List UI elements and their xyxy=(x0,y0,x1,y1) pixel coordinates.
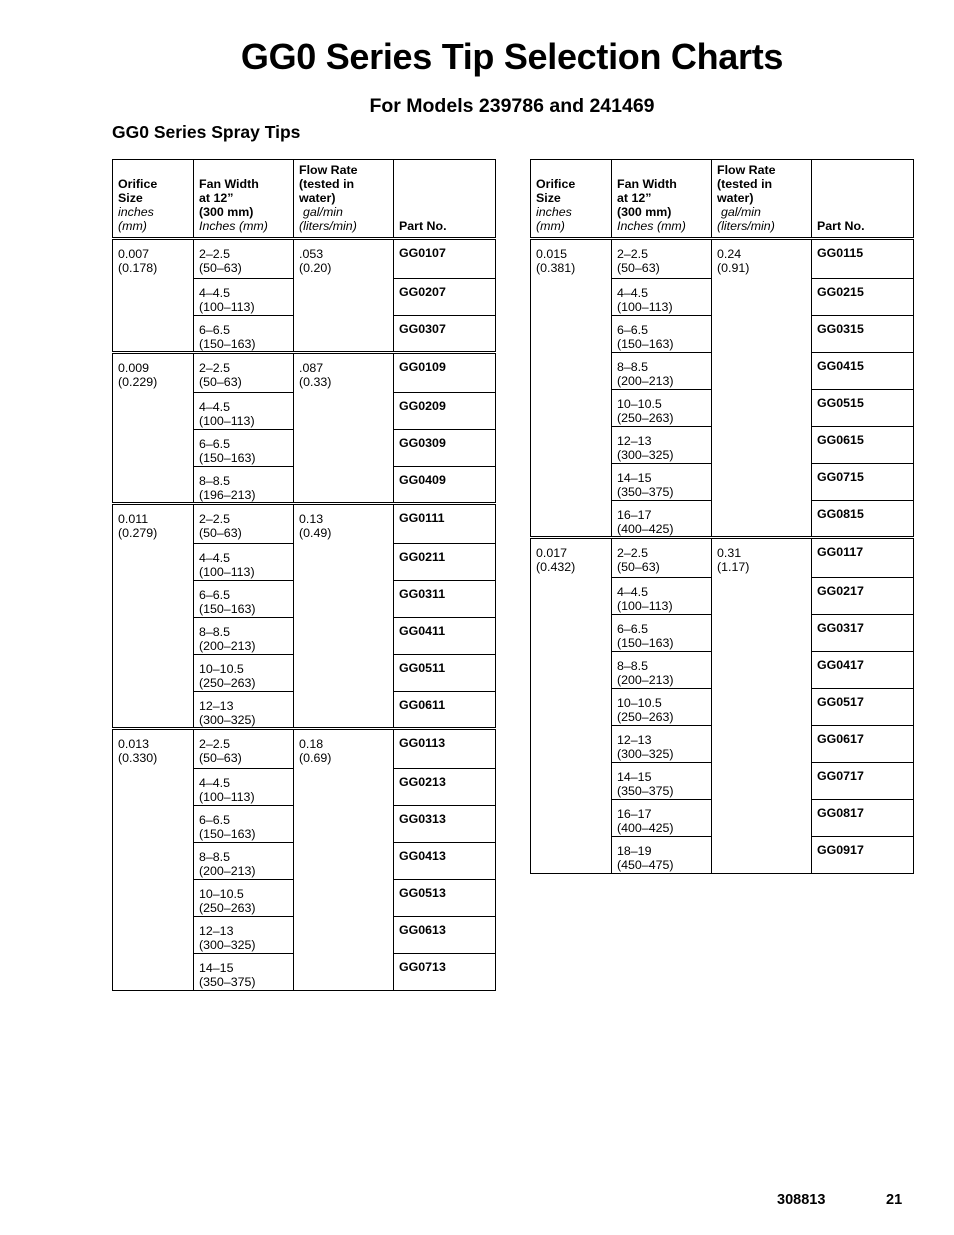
cell-line: Orifice xyxy=(118,177,158,191)
cell-line: (250–263) xyxy=(199,901,256,915)
cell-line: .087 xyxy=(299,361,324,375)
fan-width-cell xyxy=(194,239,294,279)
part-number-cell: GG0211 xyxy=(394,544,496,581)
cell-line: 8–8.5 xyxy=(199,850,231,864)
cell-line: (0.229) xyxy=(118,375,158,389)
flow-rate-cell xyxy=(712,239,812,538)
cell-line: inches xyxy=(118,205,154,219)
part-number-cell: GG0715 xyxy=(812,464,914,501)
fan-width-cell xyxy=(612,239,712,279)
part-number-cell: GG0117 xyxy=(812,538,914,578)
orifice-size-cell xyxy=(113,353,194,504)
fan-width-cell xyxy=(194,917,294,954)
cell-line: 4–4.5 xyxy=(199,551,231,565)
part-number-cell: GG0313 xyxy=(394,806,496,843)
cell-line: 0.24 xyxy=(717,247,742,261)
fan-width-cell xyxy=(612,390,712,427)
cell-line: (mm) xyxy=(118,219,147,233)
table-row xyxy=(113,239,496,279)
fan-width-cell xyxy=(194,581,294,618)
cell-line: 0.18 xyxy=(299,737,324,751)
flow-rate-cell xyxy=(294,353,394,504)
cell-line: 6–6.5 xyxy=(199,437,231,451)
cell-line: 2–2.5 xyxy=(199,737,231,751)
flow-rate-header xyxy=(294,160,394,239)
part-number-cell: GG0111 xyxy=(394,504,496,544)
cell-line: (150–163) xyxy=(199,337,256,351)
part-number-cell: GG0417 xyxy=(812,652,914,689)
fan-width-cell xyxy=(612,464,712,501)
cell-line: (liters/min) xyxy=(717,219,775,233)
table-row xyxy=(113,729,496,769)
cell-line: (150–163) xyxy=(199,827,256,841)
cell-line: 6–6.5 xyxy=(199,323,231,337)
cell-line: (0.178) xyxy=(118,261,158,275)
part-number-cell: GG0315 xyxy=(812,316,914,353)
cell-line: at 12” xyxy=(617,191,652,205)
cell-line: 10–10.5 xyxy=(617,397,662,411)
cell-line: 10–10.5 xyxy=(617,696,662,710)
cell-line: 0.009 xyxy=(118,361,150,375)
cell-line: Inches (mm) xyxy=(199,219,268,233)
cell-line: Size xyxy=(118,191,143,205)
fan-width-cell xyxy=(194,843,294,880)
cell-line: 8–8.5 xyxy=(199,474,231,488)
cell-line: (300 mm) xyxy=(617,205,672,219)
part-number-cell: GG0207 xyxy=(394,279,496,316)
cell-line: Inches (mm) xyxy=(617,219,686,233)
part-number-cell: GG0215 xyxy=(812,279,914,316)
fan-width-cell xyxy=(612,279,712,316)
part-number-cell: GG0617 xyxy=(812,726,914,763)
cell-line: (300–325) xyxy=(617,747,674,761)
part-number-cell: GG0307 xyxy=(394,316,496,353)
cell-line: 8–8.5 xyxy=(617,360,649,374)
cell-line: 0.007 xyxy=(118,247,150,261)
orifice-size-header xyxy=(113,160,194,239)
cell-line: (100–113) xyxy=(199,414,255,428)
part-number-cell: GG0107 xyxy=(394,239,496,279)
fan-width-cell xyxy=(194,806,294,843)
orifice-size-header xyxy=(531,160,612,239)
tip-table-right xyxy=(530,159,914,874)
cell-line: 2–2.5 xyxy=(617,247,649,261)
cell-line: (150–163) xyxy=(617,636,674,650)
cell-line: 8–8.5 xyxy=(199,625,231,639)
cell-line: 0.013 xyxy=(118,737,150,751)
fan-width-cell xyxy=(612,316,712,353)
cell-line: (300–325) xyxy=(199,938,256,952)
fan-width-cell xyxy=(612,800,712,837)
fan-width-cell xyxy=(612,615,712,652)
part-no-header xyxy=(394,160,496,239)
page-title: GG0 Series Tip Selection Charts xyxy=(240,36,784,77)
fan-width-cell xyxy=(612,689,712,726)
cell-line: Size xyxy=(536,191,561,205)
part-number-cell: GG0815 xyxy=(812,501,914,538)
table-row xyxy=(531,538,914,578)
part-number-cell: GG0115 xyxy=(812,239,914,279)
fan-width-cell xyxy=(612,501,712,538)
cell-line: 4–4.5 xyxy=(617,286,649,300)
cell-line: (200–213) xyxy=(617,374,674,388)
cell-line: (250–263) xyxy=(617,710,674,724)
cell-line: 4–4.5 xyxy=(617,585,649,599)
cell-line: (300–325) xyxy=(617,448,674,462)
cell-line: 0.13 xyxy=(299,512,324,526)
fan-width-cell xyxy=(194,880,294,917)
cell-line: 4–4.5 xyxy=(199,286,231,300)
cell-line: (50–63) xyxy=(199,375,242,389)
cell-line: gal/min xyxy=(721,205,761,219)
document-number: 308813 xyxy=(777,1192,826,1208)
cell-line: (liters/min) xyxy=(299,219,357,233)
cell-line: (150–163) xyxy=(199,451,256,465)
cell-line: 10–10.5 xyxy=(199,887,244,901)
cell-line: 18–19 xyxy=(617,844,652,858)
cell-line: (150–163) xyxy=(199,602,256,616)
fan-width-cell xyxy=(194,316,294,353)
section-heading: GG0 Series Spray Tips xyxy=(112,122,301,142)
cell-line: 12–13 xyxy=(199,699,234,713)
cell-line: (300–325) xyxy=(199,713,256,727)
cell-line: Part No. xyxy=(817,219,865,233)
cell-line: 14–15 xyxy=(617,770,652,784)
cell-line: (100–113) xyxy=(199,300,255,314)
part-number-cell: GG0515 xyxy=(812,390,914,427)
part-number-cell: GG0413 xyxy=(394,843,496,880)
cell-line: 8–8.5 xyxy=(617,659,649,673)
cell-line: (50–63) xyxy=(199,526,242,540)
cell-line: (200–213) xyxy=(199,864,256,878)
cell-line: 0.015 xyxy=(536,247,568,261)
fan-width-cell xyxy=(612,578,712,615)
fan-width-cell xyxy=(612,763,712,800)
fan-width-cell xyxy=(194,655,294,692)
cell-line: 16–17 xyxy=(617,807,652,821)
fan-width-cell xyxy=(194,729,294,769)
part-number-cell: GG0713 xyxy=(394,954,496,991)
part-number-cell: GG0409 xyxy=(394,467,496,504)
cell-line: (0.330) xyxy=(118,751,158,765)
part-number-cell: GG0113 xyxy=(394,729,496,769)
cell-line: 2–2.5 xyxy=(617,546,649,560)
cell-line: Fan Width xyxy=(199,177,259,191)
fan-width-header xyxy=(612,160,712,239)
table-row xyxy=(113,353,496,393)
flow-rate-cell xyxy=(294,729,394,991)
fan-width-cell xyxy=(194,769,294,806)
cell-line: Part No. xyxy=(399,219,447,233)
cell-line: (tested in xyxy=(299,177,355,191)
cell-line: (50–63) xyxy=(617,560,660,574)
orifice-size-cell xyxy=(531,239,612,538)
cell-line: at 12” xyxy=(199,191,234,205)
part-number-cell: GG0217 xyxy=(812,578,914,615)
fan-width-cell xyxy=(194,467,294,504)
cell-line: (450–475) xyxy=(617,858,674,872)
cell-line: 12–13 xyxy=(199,924,234,938)
cell-line: 16–17 xyxy=(617,508,652,522)
header-row xyxy=(531,160,914,239)
cell-line: 2–2.5 xyxy=(199,361,231,375)
fan-width-header xyxy=(194,160,294,239)
cell-line: (150–163) xyxy=(617,337,674,351)
part-number-cell: GG0817 xyxy=(812,800,914,837)
fan-width-cell xyxy=(194,544,294,581)
cell-line: (tested in xyxy=(717,177,773,191)
cell-line: (50–63) xyxy=(199,261,242,275)
cell-line: Flow Rate xyxy=(717,163,776,177)
cell-line: (400–425) xyxy=(617,821,674,835)
cell-line: (mm) xyxy=(536,219,565,233)
cell-line: 10–10.5 xyxy=(199,662,244,676)
cell-line: 6–6.5 xyxy=(617,323,649,337)
orifice-size-cell xyxy=(113,729,194,991)
cell-line: 12–13 xyxy=(617,434,652,448)
part-number-cell: GG0513 xyxy=(394,880,496,917)
fan-width-cell xyxy=(194,430,294,467)
fan-width-cell xyxy=(612,427,712,464)
cell-line: (350–375) xyxy=(617,485,674,499)
fan-width-cell xyxy=(194,279,294,316)
cell-line: water) xyxy=(717,191,754,205)
cell-line: (100–113) xyxy=(617,300,673,314)
cell-line: (250–263) xyxy=(199,676,256,690)
part-number-cell: GG0613 xyxy=(394,917,496,954)
table-row xyxy=(113,504,496,544)
cell-line: 0.31 xyxy=(717,546,742,560)
fan-width-cell xyxy=(612,652,712,689)
fan-width-cell xyxy=(194,618,294,655)
cell-line: (0.432) xyxy=(536,560,576,574)
cell-line: (0.381) xyxy=(536,261,576,275)
cell-line: (196–213) xyxy=(199,488,256,502)
cell-line: Fan Width xyxy=(617,177,677,191)
tip-table-left xyxy=(112,159,496,991)
fan-width-cell xyxy=(612,353,712,390)
cell-line: 6–6.5 xyxy=(199,813,231,827)
cell-line: (1.17) xyxy=(717,560,750,574)
orifice-size-cell xyxy=(531,538,612,874)
header-row xyxy=(113,160,496,239)
fan-width-cell xyxy=(194,504,294,544)
part-number-cell: GG0411 xyxy=(394,618,496,655)
part-number-cell: GG0109 xyxy=(394,353,496,393)
cell-line: (0.49) xyxy=(299,526,332,540)
fan-width-cell xyxy=(194,692,294,729)
part-number-cell: GG0317 xyxy=(812,615,914,652)
part-no-header xyxy=(812,160,914,239)
cell-line: (0.91) xyxy=(717,261,750,275)
part-number-cell: GG0517 xyxy=(812,689,914,726)
cell-line: gal/min xyxy=(303,205,343,219)
cell-line: 0.011 xyxy=(118,512,149,526)
cell-line: 6–6.5 xyxy=(199,588,231,602)
cell-line: (200–213) xyxy=(199,639,256,653)
part-number-cell: GG0213 xyxy=(394,769,496,806)
cell-line: 4–4.5 xyxy=(199,400,231,414)
fan-width-cell xyxy=(612,837,712,874)
cell-line: (100–113) xyxy=(199,565,255,579)
page-subtitle: For Models 239786 and 241469 xyxy=(369,95,655,117)
cell-line: 2–2.5 xyxy=(199,512,231,526)
cell-line: (400–425) xyxy=(617,522,674,536)
flow-rate-cell xyxy=(294,504,394,729)
cell-line: water) xyxy=(299,191,336,205)
cell-line: (100–113) xyxy=(199,790,255,804)
flow-rate-cell xyxy=(294,239,394,353)
cell-line: (300 mm) xyxy=(199,205,254,219)
cell-line: 4–4.5 xyxy=(199,776,231,790)
table-row xyxy=(531,239,914,279)
cell-line: 14–15 xyxy=(617,471,652,485)
fan-width-cell xyxy=(612,538,712,578)
part-number-cell: GG0511 xyxy=(394,655,496,692)
fan-width-cell xyxy=(194,954,294,991)
fan-width-cell xyxy=(194,353,294,393)
cell-line: .053 xyxy=(299,247,324,261)
flow-rate-header xyxy=(712,160,812,239)
part-number-cell: GG0415 xyxy=(812,353,914,390)
cell-line: (350–375) xyxy=(617,784,674,798)
cell-line: (0.20) xyxy=(299,261,332,275)
cell-line: (50–63) xyxy=(617,261,660,275)
part-number-cell: GG0615 xyxy=(812,427,914,464)
cell-line: 12–13 xyxy=(617,733,652,747)
fan-width-cell xyxy=(612,726,712,763)
cell-line: (100–113) xyxy=(617,599,673,613)
cell-line: (50–63) xyxy=(199,751,242,765)
cell-line: 0.017 xyxy=(536,546,568,560)
cell-line: (250–263) xyxy=(617,411,674,425)
part-number-cell: GG0311 xyxy=(394,581,496,618)
orifice-size-cell xyxy=(113,239,194,353)
cell-line: 14–15 xyxy=(199,961,234,975)
cell-line: (0.33) xyxy=(299,375,332,389)
cell-line: Flow Rate xyxy=(299,163,358,177)
part-number-cell: GG0309 xyxy=(394,430,496,467)
cell-line: 6–6.5 xyxy=(617,622,649,636)
cell-line: Orifice xyxy=(536,177,576,191)
part-number-cell: GG0717 xyxy=(812,763,914,800)
cell-line: (0.279) xyxy=(118,526,158,540)
part-number-cell: GG0209 xyxy=(394,393,496,430)
fan-width-cell xyxy=(194,393,294,430)
part-number-cell: GG0611 xyxy=(394,692,496,729)
page-number: 21 xyxy=(886,1192,903,1208)
cell-line: (350–375) xyxy=(199,975,256,989)
cell-line: inches xyxy=(536,205,572,219)
orifice-size-cell xyxy=(113,504,194,729)
flow-rate-cell xyxy=(712,538,812,874)
cell-line: 2–2.5 xyxy=(199,247,231,261)
cell-line: (200–213) xyxy=(617,673,674,687)
part-number-cell: GG0917 xyxy=(812,837,914,874)
cell-line: (0.69) xyxy=(299,751,332,765)
